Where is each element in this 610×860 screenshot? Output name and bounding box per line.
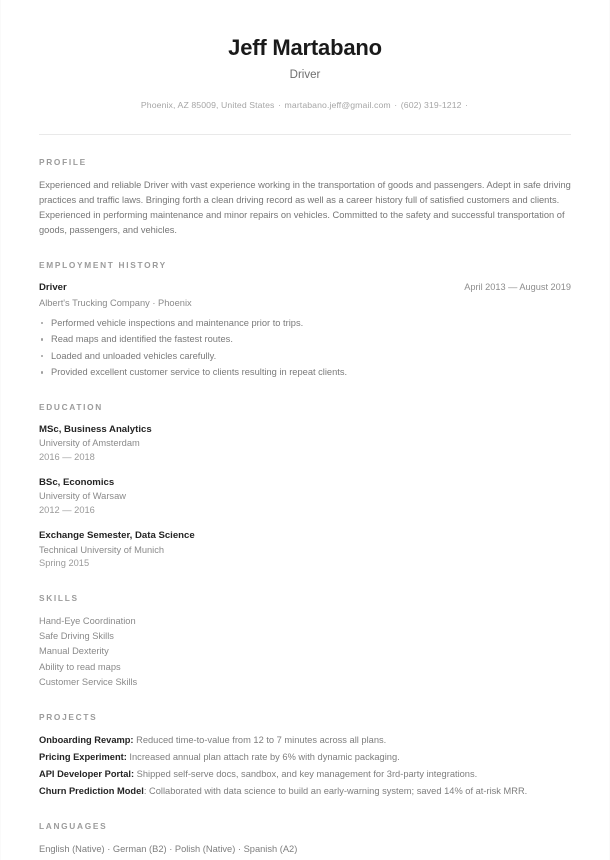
project-description: : Collaborated with data science to build an early-warning system; saved 14% of at-risk MRR.	[143, 785, 528, 796]
skill-item: Ability to read maps	[39, 661, 121, 672]
project-item	[39, 750, 571, 765]
education-years: Spring 2015	[39, 558, 90, 569]
section-projects	[39, 712, 571, 799]
employment-job-title: Driver	[39, 281, 67, 293]
project-item	[39, 784, 571, 799]
contact-location: Phoenix, AZ 85009, United States	[140, 100, 275, 111]
project-label: Pricing Experiment:	[39, 751, 127, 762]
education-degree: BSc, Economics	[39, 476, 115, 488]
employment-bullet: Performed vehicle inspections and maintenance prior to trips.	[39, 316, 571, 330]
section-title-languages: LANGUAGES	[39, 820, 108, 831]
education-list	[39, 423, 571, 572]
section-profile	[39, 157, 571, 238]
contact-separator: ·	[394, 100, 398, 111]
education-degree: Exchange Semester, Data Science	[39, 530, 195, 542]
candidate-role: Driver	[289, 68, 321, 81]
skill-item: Safe Driving Skills	[39, 631, 114, 642]
employment-list	[39, 281, 571, 380]
skills-list	[39, 614, 571, 689]
contact-phone[interactable]: (602) 319-1212	[400, 100, 462, 111]
education-degree: MSc, Business Analytics	[39, 423, 152, 435]
education-item	[39, 476, 571, 518]
education-school: Technical University of Munich	[39, 544, 165, 555]
education-item	[39, 423, 571, 465]
resume-content	[1, 0, 609, 857]
section-title-projects: PROJECTS	[39, 711, 98, 722]
contact-separator: ·	[278, 100, 282, 111]
project-item	[39, 733, 571, 748]
skill-item: Manual Dexterity	[39, 646, 109, 657]
project-description: Shipped self-serve docs, sandbox, and key management for 3rd-party integrations.	[136, 768, 478, 779]
employment-bullet: Read maps and identified the fastest routes.	[39, 332, 571, 346]
section-languages	[39, 821, 571, 857]
employment-item-header	[39, 281, 571, 295]
project-label: Churn Prediction Model	[39, 785, 144, 796]
contact-email[interactable]: martabano.jeff@gmail.com	[284, 100, 391, 111]
employment-bullet: Loaded and unloaded vehicles carefully.	[39, 349, 571, 363]
candidate-name: Jeff Martabano	[228, 35, 382, 60]
education-years: 2012 — 2016	[39, 505, 95, 516]
section-title-skills: SKILLS	[39, 593, 79, 604]
project-description: Increased annual plan attach rate by 6% with dynamic packaging.	[129, 751, 400, 762]
education-school: University of Warsaw	[39, 491, 126, 502]
contact-trailing-separator: ·	[465, 100, 469, 111]
project-label: API Developer Portal:	[39, 768, 135, 779]
languages-line: English (Native) · German (B2) · Polish (Native) · Spanish (A2)	[39, 843, 298, 854]
projects-list	[39, 733, 571, 799]
project-item	[39, 767, 571, 782]
education-years: 2016 — 2018	[39, 451, 95, 462]
employment-bullet-list	[39, 316, 571, 380]
project-label: Onboarding Revamp:	[39, 734, 134, 745]
employment-organization: Albert's Trucking Company · Phoenix	[39, 298, 192, 309]
education-school: University of Amsterdam	[39, 437, 140, 448]
section-education	[39, 402, 571, 572]
employment-item	[39, 281, 571, 380]
project-description: Reduced time-to-value from 12 to 7 minutes across all plans.	[136, 734, 387, 745]
header-divider	[39, 134, 571, 135]
resume-header	[39, 30, 571, 135]
section-title-education: EDUCATION	[39, 401, 104, 412]
profile-text: Experienced and reliable Driver with vast experience working in the transportation of goods and passengers. Adept in safe driving practices and traffic laws. Bringing forth a clean driving record as well as a career history full of satisfied customers and clients. Experienced in performing maintenance and minor repairs on vehicles. Committed to the safety and successful transportation of goods, passengers, and vehicles.	[39, 179, 571, 235]
section-skills	[39, 593, 571, 689]
section-title-employment-history: EMPLOYMENT HISTORY	[39, 259, 167, 270]
employment-job-date: April 2013 — August 2019	[464, 281, 571, 292]
skill-item: Customer Service Skills	[39, 676, 138, 687]
skill-item: Hand-Eye Coordination	[39, 616, 136, 627]
section-employment-history	[39, 260, 571, 380]
contact-line	[39, 99, 571, 111]
employment-bullet: Provided excellent customer service to clients resulting in repeat clients.	[39, 365, 571, 379]
section-title-profile: PROFILE	[39, 156, 87, 167]
education-item	[39, 529, 571, 571]
